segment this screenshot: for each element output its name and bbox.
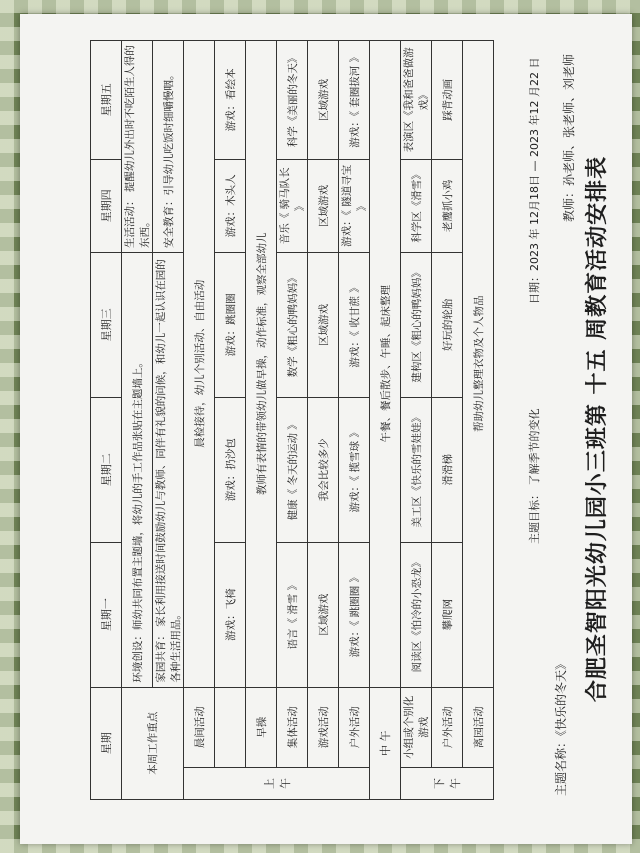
table-row xyxy=(370,41,401,800)
cell: 游戏：《 跳圈圈 》 xyxy=(339,542,370,687)
cell: 好玩的轮胎 xyxy=(432,252,463,397)
table-row xyxy=(215,41,246,800)
cell: 区域游戏 xyxy=(308,41,339,160)
row-label: 户外活动 xyxy=(432,687,463,767)
table-row xyxy=(277,41,308,800)
focus-life: 生活活动： 提醒幼儿外出时不吃陌生人得的东西。 xyxy=(122,41,153,253)
cell: 我会比较多少 xyxy=(308,397,339,542)
cell: 游戏：《 套圈拔河 》 xyxy=(339,41,370,160)
cell: 语言《 滑雪 》 xyxy=(277,542,308,687)
cell: 踩背动画 xyxy=(432,41,463,160)
focus-env: 环境创设：师幼共同布置主题墙，将幼儿的手工作品张贴在主题墙上。 xyxy=(122,252,153,687)
schedule-table xyxy=(90,40,494,800)
cell: 滑滑梯 xyxy=(432,397,463,542)
table-row xyxy=(184,41,215,800)
cell: 区域游戏 xyxy=(308,159,339,252)
cell: 游戏：跳圈圈 xyxy=(215,252,246,397)
cell: 数学《粗心的鸭妈妈》 xyxy=(277,252,308,397)
noon-section-label: 中 午 xyxy=(370,687,401,799)
cell: 区域游戏 xyxy=(308,542,339,687)
table-row xyxy=(153,41,184,800)
row-note: 晨检接待，幼儿个别活动、自由活动 xyxy=(184,41,215,688)
day-header: 星期三 xyxy=(91,252,122,397)
schedule-paper xyxy=(20,14,632,844)
row-label: 小组或个别化游戏 xyxy=(401,687,432,767)
table-row xyxy=(463,41,494,800)
row-note: 教师有表情的带领幼儿做早操，动作标准，观察全部幼儿 xyxy=(246,41,277,688)
table-row xyxy=(122,41,153,800)
cell: 游戏：木头人 xyxy=(215,159,246,252)
morning-section-label: 上 午 xyxy=(184,767,370,799)
cell: 表演区《我和爸爸做游戏》 xyxy=(401,41,432,160)
table-row xyxy=(401,41,432,800)
row-note: 午餐、餐后散步、午睡、起床整理 xyxy=(370,41,401,688)
afternoon-section-label: 下 午 xyxy=(401,767,494,799)
cell: 游戏：《 揽雪球 》 xyxy=(339,397,370,542)
theme-line: 主题名称：《快乐的冬天》 xyxy=(554,657,568,796)
cell: 健康《 冬天的运动 》 xyxy=(277,397,308,542)
cell: 美工区《快乐的雪娃娃》 xyxy=(401,397,432,542)
day-header: 星期四 xyxy=(91,159,122,252)
cell: 老鹰抓小鸡 xyxy=(432,159,463,252)
cell: 游戏：《 隧道寻宝 》 xyxy=(339,159,370,252)
table-row xyxy=(91,41,122,800)
cell: 游戏：看绘本 xyxy=(215,41,246,160)
cell: 游戏：《 收甘蔗 》 xyxy=(339,252,370,397)
row-label: 早操 xyxy=(246,687,277,767)
cell: 音乐《 骑马队长 》 xyxy=(277,159,308,252)
focus-family: 家园共育： 家长利用接送时间鼓励幼儿与教师、同伴有礼貌的问候，和幼儿一起认识在园的各种生活用品。 xyxy=(153,252,184,687)
row-note: 帮助幼儿整理衣物及个人物品 xyxy=(463,41,494,688)
table-row xyxy=(308,41,339,800)
cell: 阅读区《怕冷的小恐龙》 xyxy=(401,542,432,687)
row-label: 离园活动 xyxy=(463,687,494,767)
cell: 攀爬网 xyxy=(432,542,463,687)
day-header: 星期一 xyxy=(91,542,122,687)
row-label: 晨间活动 xyxy=(184,687,215,767)
table-row xyxy=(246,41,277,800)
row-label: 户外活动 xyxy=(339,687,370,767)
focus-label: 本周工作重点 xyxy=(122,687,184,799)
cell: 建构区《粗心的鸭妈妈》 xyxy=(401,252,432,397)
day-header: 星期二 xyxy=(91,397,122,542)
table-row xyxy=(432,41,463,800)
cell: 科学区《滑雪》 xyxy=(401,159,432,252)
row-label: 集体活动 xyxy=(277,687,308,767)
cell: 科学《美丽的冬天》 xyxy=(277,41,308,160)
cell: 游戏：飞椅 xyxy=(215,542,246,687)
goal-line: 主题目标： 了解季节的变化 xyxy=(528,408,541,544)
cell: 游戏：扔沙包 xyxy=(215,397,246,542)
week-header: 星期 xyxy=(91,687,122,799)
day-header: 星期五 xyxy=(91,41,122,160)
row-label: 游戏活动 xyxy=(308,687,339,767)
teachers-line: 教师：孙老师、张老师、刘老师 xyxy=(562,54,576,223)
focus-safety: 安全教育：引导幼儿吃饭时细嚼慢咽。 xyxy=(153,41,184,253)
table-row xyxy=(339,41,370,800)
cell: 区域游戏 xyxy=(308,252,339,397)
page-title: 合肥圣智阳光幼儿园小三班第 十五 周教育活动安排表 xyxy=(584,155,610,703)
rotated-document xyxy=(20,14,632,844)
date-line: 日期：2023 年 12月18日 — 2023 年12 月22 日 xyxy=(528,57,541,304)
